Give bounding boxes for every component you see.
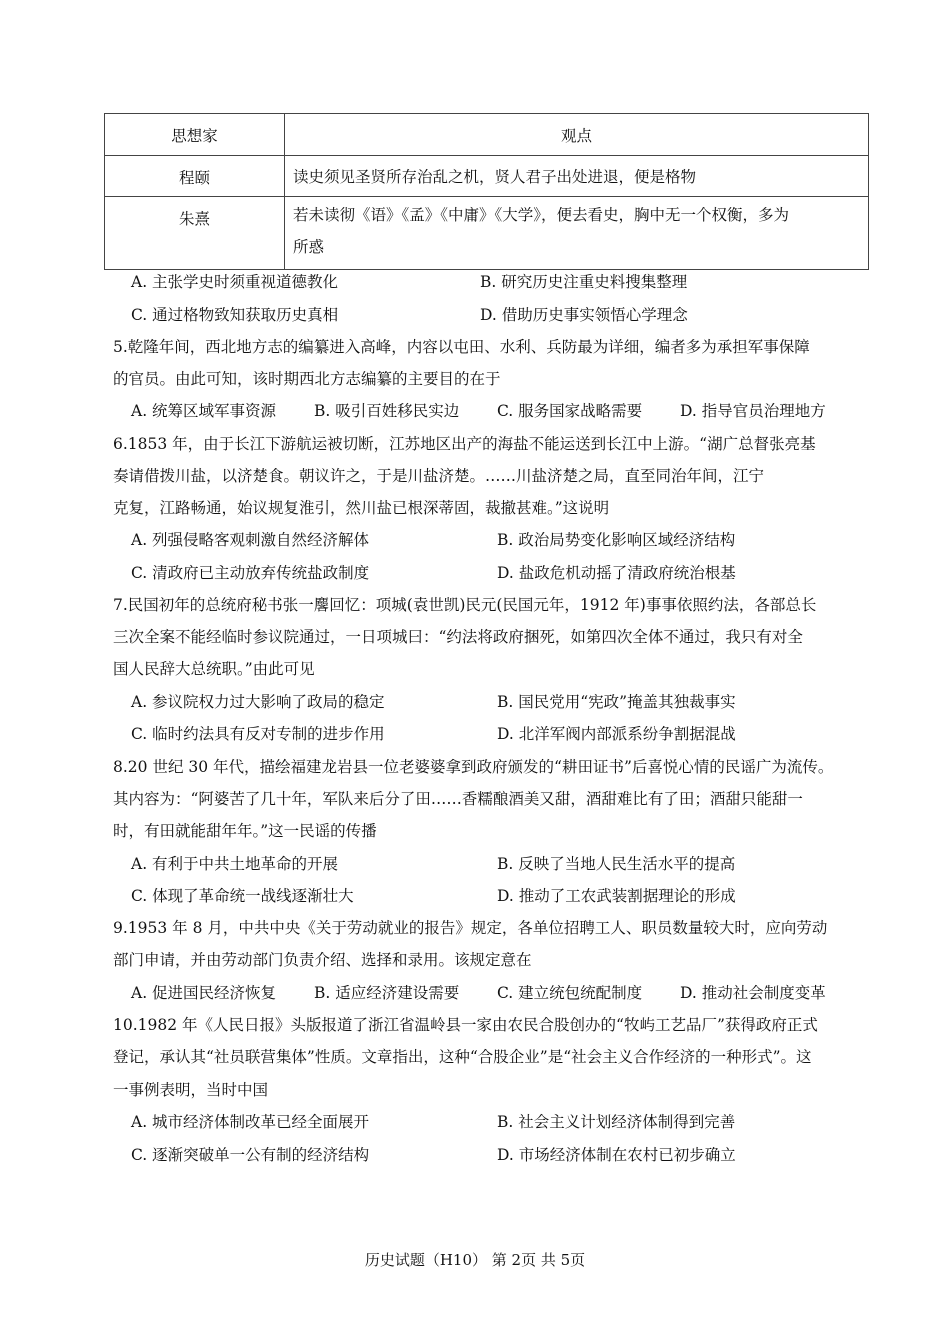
- q7-option-d[interactable]: D. 北洋军阀内部派系纷争割据混战: [497, 725, 736, 743]
- table-header-view: 观点: [285, 114, 869, 156]
- q9-option-c[interactable]: C. 建立统包统配制度: [497, 984, 643, 1002]
- q6-option-d[interactable]: D. 盐政危机动摇了清政府统治根基: [497, 564, 736, 582]
- q8-option-a[interactable]: A. 有利于中共土地革命的开展: [131, 855, 339, 873]
- q9-option-d[interactable]: D. 推动社会制度变革: [680, 984, 826, 1002]
- q10-option-d[interactable]: D. 市场经济体制在农村已初步确立: [497, 1146, 736, 1164]
- q8-option-d[interactable]: D. 推动了工农武装割据理论的形成: [497, 887, 736, 905]
- q6-stem-line: 克复，江路畅通，始议规复淮引，然川盐已根深蒂固，裁撤甚难。”这说明: [113, 499, 610, 517]
- q10-option-b[interactable]: B. 社会主义计划经济体制得到完善: [497, 1113, 736, 1131]
- q6-option-a[interactable]: A. 列强侵略客观刺激自然经济解体: [131, 531, 370, 549]
- table-header-thinker: 思想家: [105, 114, 285, 156]
- table-cell-view: [285, 197, 869, 270]
- q6-option-c[interactable]: C. 清政府已主动放弃传统盐政制度: [131, 564, 370, 582]
- q6-option-b[interactable]: B. 政治局势变化影响区域经济结构: [497, 531, 736, 549]
- table-cell-view-line: 所惑: [293, 238, 325, 256]
- q4-option-d[interactable]: D. 借助历史事实领悟心学理念: [480, 306, 688, 324]
- q4-option-a[interactable]: A. 主张学史时须重视道德教化: [131, 273, 339, 291]
- q5-option-a[interactable]: A. 统筹区域军事资源: [131, 402, 277, 420]
- q10-stem-line: 一事例表明，当时中国: [113, 1081, 269, 1099]
- q5-option-d[interactable]: D. 指导官员治理地方: [680, 402, 826, 420]
- thinkers-table: [104, 113, 869, 270]
- q8-stem-line: 时，有田就能甜年年。”这一民谣的传播: [113, 822, 377, 840]
- q7-option-c[interactable]: C. 临时约法具有反对专制的进步作用: [131, 725, 385, 743]
- q10-stem-line: 10.1982 年《人民日报》头版报道了浙江省温岭县一家由农民合股创办的“牧屿工艺品厂”获得政府正式: [113, 1016, 818, 1034]
- q10-stem-line: 登记，承认其“社员联营集体”性质。文章指出，这种“合股企业”是“社会主义合作经济的一种形式”。这: [113, 1048, 812, 1066]
- q7-option-a[interactable]: A. 参议院权力过大影响了政局的稳定: [131, 693, 385, 711]
- table-cell-name: 朱熹: [105, 197, 285, 270]
- q10-option-c[interactable]: C. 逐渐突破单一公有制的经济结构: [131, 1146, 370, 1164]
- table-cell-view: 读史须见圣贤所存治乱之机，贤人君子出处进退，便是格物: [285, 156, 869, 197]
- q7-stem-line: 国人民辞大总统职。”由此可见: [113, 660, 315, 678]
- q8-option-c[interactable]: C. 体现了革命统一战线逐渐壮大: [131, 887, 354, 905]
- q9-option-a[interactable]: A. 促进国民经济恢复: [131, 984, 277, 1002]
- q7-stem-line: 7.民国初年的总统府秘书张一麐回忆：项城(袁世凯)民元(民国元年，1912 年)事事依照约法，各部总长: [113, 596, 817, 614]
- q4-option-c[interactable]: C. 通过格物致知获取历史真相: [131, 306, 339, 324]
- q7-option-b[interactable]: B. 国民党用“宪政”掩盖其独裁事实: [497, 693, 736, 711]
- page-footer: 历史试题（H10） 第 2页 共 5页: [364, 1251, 586, 1269]
- table-cell-view-line: 若未读彻《语》《孟》《中庸》《大学》，便去看史，胸中无一个权衡，多为: [293, 206, 790, 224]
- q8-stem-line: 其内容为：“阿婆苦了几十年，军队来后分了田……香糯酿酒美又甜，酒甜难比有了田；酒甜只能甜一: [113, 790, 803, 808]
- q7-stem-line: 三次全案不能经临时参议院通过，一日项城曰：“约法将政府捆死，如第四次全体不通过，我只有对全: [113, 628, 803, 646]
- q6-stem-line: 奏请借拨川盐，以济楚食。朝议许之，于是川盐济楚。……川盐济楚之局，直至同治年间，江宁: [113, 467, 765, 485]
- q8-option-b[interactable]: B. 反映了当地人民生活水平的提高: [497, 855, 736, 873]
- q9-stem-line: 9.1953 年 8 月，中共中央《关于劳动就业的报告》规定，各单位招聘工人、职员数量较大时，应向劳动: [113, 919, 828, 937]
- q10-option-a[interactable]: A. 城市经济体制改革已经全面展开: [131, 1113, 370, 1131]
- table-header-row: [105, 114, 869, 156]
- q9-stem-line: 部门申请，并由劳动部门负责介绍、选择和录用。该规定意在: [113, 951, 532, 969]
- table-row: [105, 156, 869, 197]
- table-cell-name: 程颐: [105, 156, 285, 197]
- q8-stem-line: 8.20 世纪 30 年代，描绘福建龙岩县一位老婆婆拿到政府颁发的“耕田证书”后喜悦心情的民谣广为流传。: [113, 758, 834, 776]
- table-row: [105, 197, 869, 270]
- q6-stem-line: 6.1853 年，由于长江下游航运被切断，江苏地区出产的海盐不能运送到长江中上游。“湖广总督张亮基: [113, 435, 816, 453]
- q5-option-c[interactable]: C. 服务国家战略需要: [497, 402, 643, 420]
- q5-option-b[interactable]: B. 吸引百姓移民实边: [314, 402, 460, 420]
- q4-option-b[interactable]: B. 研究历史注重史料搜集整理: [480, 273, 688, 291]
- q5-stem-line: 5.乾隆年间，西北地方志的编纂进入高峰，内容以屯田、水利、兵防最为详细，编者多为承担军事保障: [113, 338, 810, 356]
- q9-option-b[interactable]: B. 适应经济建设需要: [314, 984, 460, 1002]
- q5-stem-line: 的官员。由此可知，该时期西北方志编纂的主要目的在于: [113, 370, 501, 388]
